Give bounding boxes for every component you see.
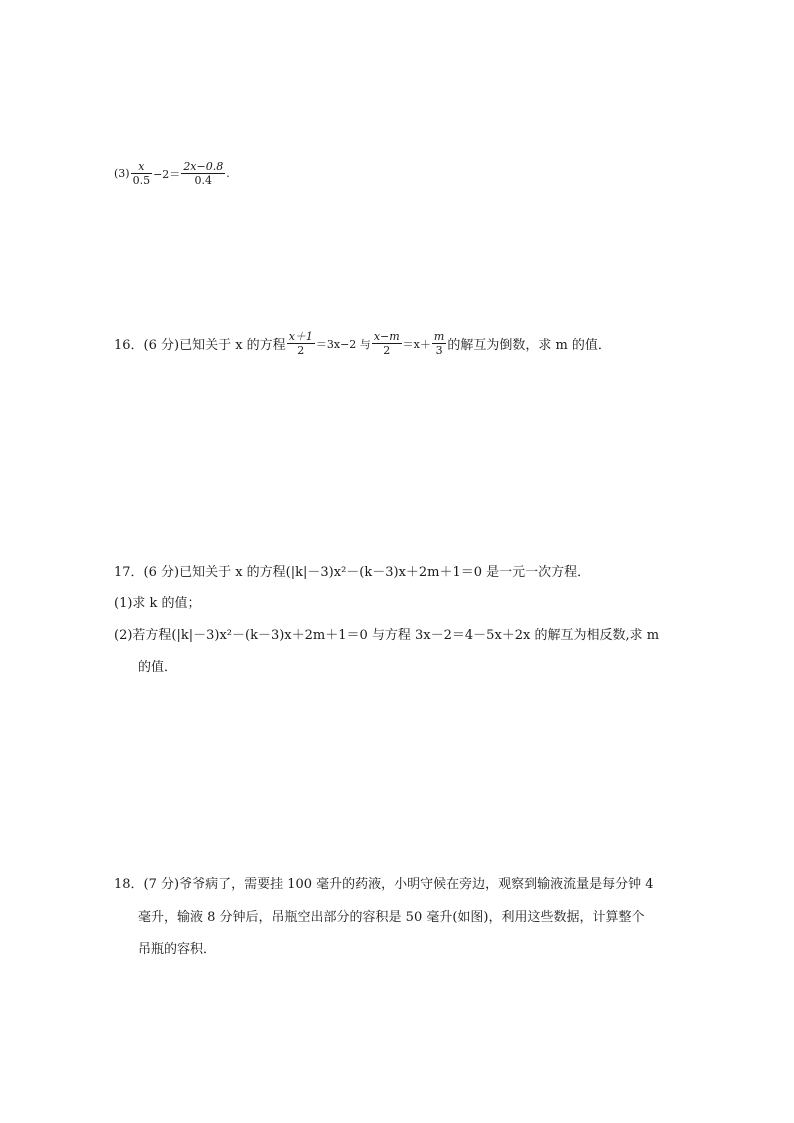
q16-prefix: 16．(6 分)已知关于 x 的方程 <box>114 338 286 353</box>
equation-middle: −2＝ <box>153 167 181 181</box>
question-16 <box>114 330 611 357</box>
fraction-x-plus-1-over-2: $\frac{x+1}{2}$ <box>288 330 313 357</box>
question-17-stem: 17．(6 分)已知关于 x 的方程(|k|－3)x²－(k－3)x＋2m＋1＝0 是一元一次方程． <box>114 565 591 580</box>
q16-middle: ＝3x−2 与 <box>315 337 371 351</box>
equation-15-3 <box>114 160 230 187</box>
question-17-part-2: (2)若方程(|k|－3)x²－(k－3)x＋2m＋1＝0 与方程 3x－2＝4－5x＋2x 的解互为相反数,求 m <box>114 628 660 643</box>
fraction-x-minus-m-over-2: $\frac{x-m}{2}$ <box>373 330 400 357</box>
question-18-line-3: 吊瓶的容积． <box>138 942 217 957</box>
question-17-part-2-cont: 的值． <box>138 660 178 675</box>
question-18-line-1: 18．(7 分)爷爷病了，需要挂 100 毫升的药液，小明守候在旁边，观察到输液流量是每分钟 4 <box>114 877 654 892</box>
q16-suffix: 的解互为倒数，求 m 的值． <box>447 338 611 353</box>
fraction-m-over-3: $\frac{m}{3}$ <box>433 330 445 357</box>
q16-middle-2: ＝x＋ <box>402 337 431 351</box>
equation-end: . <box>226 167 230 180</box>
question-18-line-2: 毫升，输液 8 分钟后，吊瓶空出部分的容积是 50 毫升(如图)，利用这些数据，计算整个 <box>138 910 645 925</box>
sub-question-label: (3) <box>114 167 130 180</box>
fraction-2x-minus-0.8-over-0.4: $\frac{2x-0.8}{0.4}$ <box>183 160 224 187</box>
fraction-x-over-0.5: $\frac{x}{0.5}$ <box>132 160 151 187</box>
question-17-part-1: (1)求 k 的值； <box>114 596 201 611</box>
